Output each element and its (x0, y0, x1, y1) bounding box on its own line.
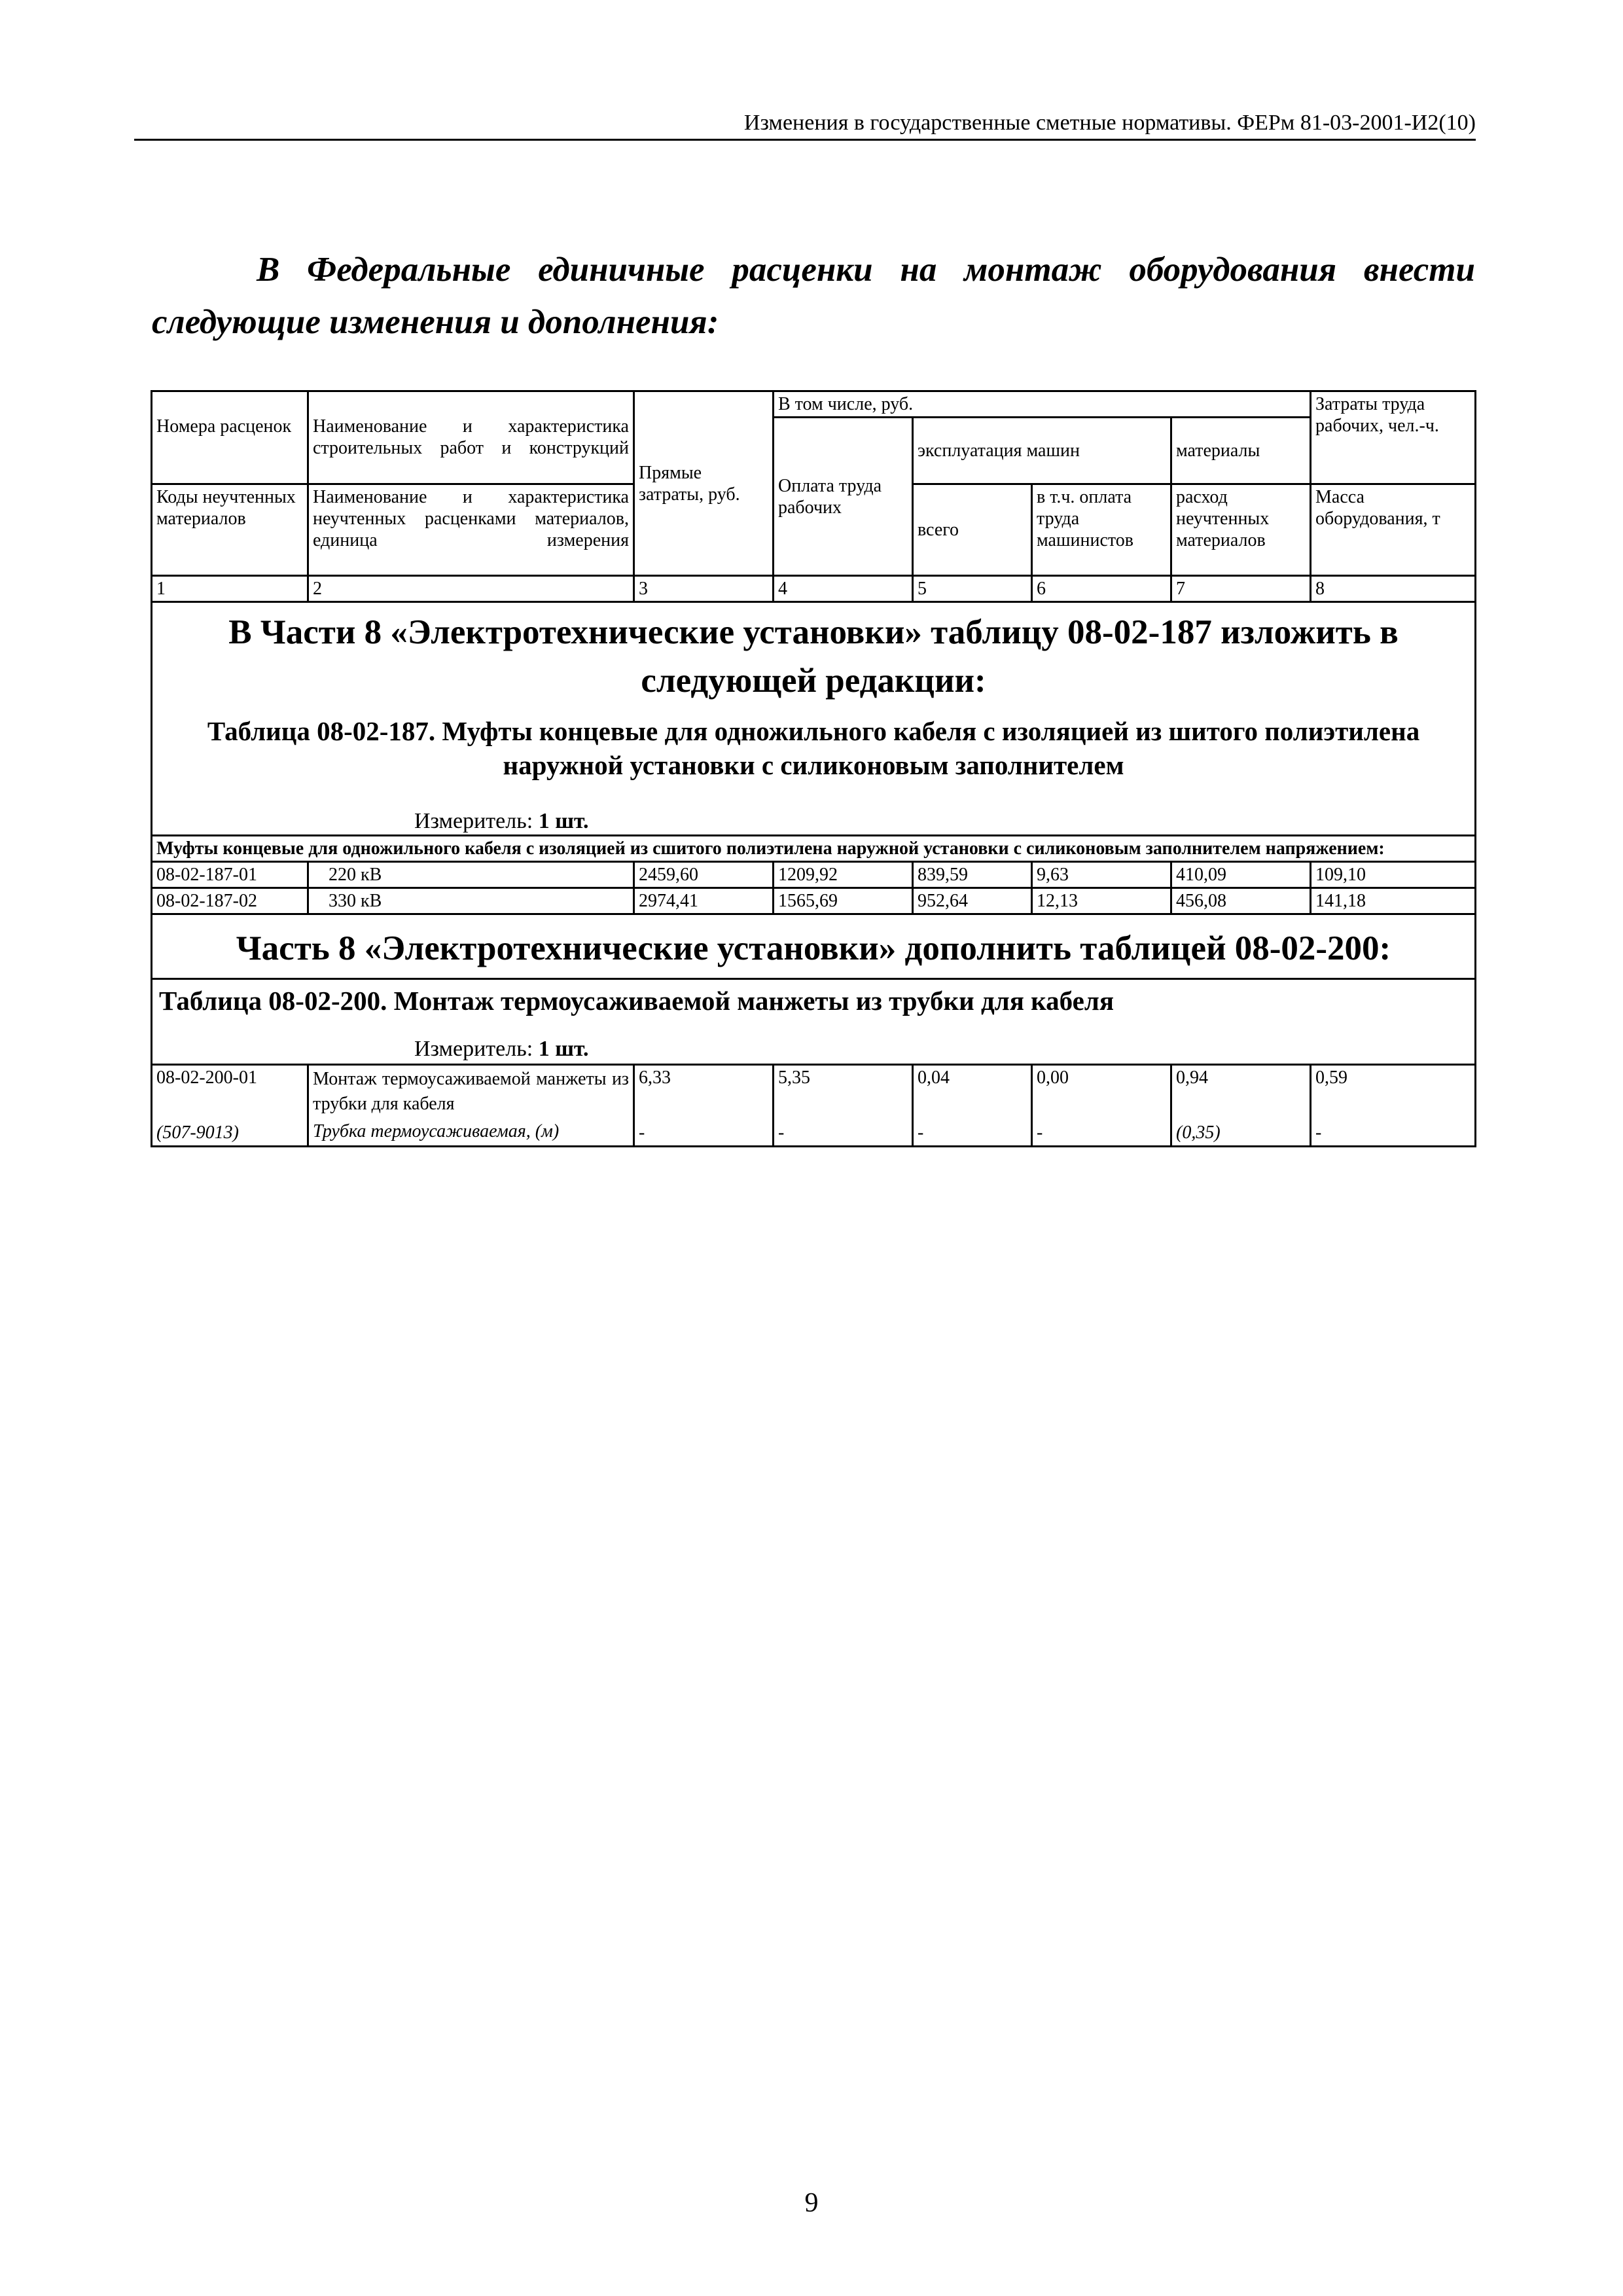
rate-name: 330 кВ (308, 888, 634, 914)
col-num: 4 (774, 576, 913, 602)
header-materials-bottom: расход неучтенных материалов (1171, 484, 1311, 576)
labor-costs: 0,59 (1311, 1065, 1476, 1119)
running-header (134, 109, 1476, 141)
direct-costs: 6,33 (634, 1065, 774, 1119)
rate-code: 08-02-200-01 (152, 1065, 308, 1119)
header-material-name: Наименование и характеристика неучтенных расценками материалов, единица измерения (308, 484, 634, 576)
machines-total: 0,04 (913, 1065, 1032, 1119)
material-labor: - (1311, 1118, 1476, 1147)
material-labor-pay: - (774, 1118, 913, 1147)
col-num: 2 (308, 576, 634, 602)
table-row (152, 888, 1476, 914)
section1-table-title: Таблица 08-02-187. Муфты концевые для одножильного кабеля с изоляцией из шитого полиэтилена наружной установки с силиконовым заполнителем (207, 716, 1420, 780)
machines-incl: 0,00 (1032, 1065, 1171, 1119)
direct-costs: 2459,60 (634, 862, 774, 888)
rate-name: Монтаж термоусаживаемой манжеты из трубки для кабеля (308, 1065, 634, 1119)
page-number: 9 (804, 2188, 819, 2218)
rates-table (151, 390, 1476, 1147)
col-num: 5 (913, 576, 1032, 602)
measure-value: 1 шт. (538, 1037, 589, 1061)
col-num: 3 (634, 576, 774, 602)
header-codes (152, 391, 308, 484)
header-work-name: Наименование и характеристика строительных работ и конструкций (313, 416, 629, 458)
labor-pay: 5,35 (774, 1065, 913, 1119)
table-row (152, 1065, 1476, 1119)
rate-code: 08-02-187-02 (152, 888, 308, 914)
machines-incl: 12,13 (1032, 888, 1171, 914)
material-consumption: (0,35) (1171, 1118, 1311, 1147)
material-name: Трубка термоусаживаемая, (м) (308, 1118, 634, 1147)
header-group: В том числе, руб. (774, 391, 1311, 418)
labor-pay: 1209,92 (774, 862, 913, 888)
section2-measure (159, 1036, 1468, 1062)
material-machines-total: - (913, 1118, 1032, 1147)
materials: 456,08 (1171, 888, 1311, 914)
header-rate-numbers: Номера расценок (156, 416, 292, 437)
header-name (308, 391, 634, 484)
running-title: Изменения в государственные сметные нормативы. ФЕРм 81-03-2001-И2(10) (743, 111, 1476, 135)
section1-title: В Части 8 «Электротехнические установки» таблицу 08-02-187 изложить в следующей редакции: (228, 613, 1399, 700)
header-machines-total: всего (913, 484, 1032, 576)
section2-table-title: Таблица 08-02-200. Монтаж термоусаживаемой манжеты из трубки для кабеля (159, 986, 1115, 1016)
header-machines-incl: в т.ч. оплата труда машинистов (1032, 484, 1171, 576)
labor-costs: 141,18 (1311, 888, 1476, 914)
header-material-codes: Коды неучтенных материалов (152, 484, 308, 576)
section1-measure (159, 808, 1468, 834)
material-row (152, 1118, 1476, 1147)
direct-costs: 2974,41 (634, 888, 774, 914)
material-direct: - (634, 1118, 774, 1147)
materials: 0,94 (1171, 1065, 1311, 1119)
col-num: 1 (152, 576, 308, 602)
measure-value: 1 шт. (538, 809, 589, 833)
header-labor-pay: Оплата труда рабочих (774, 418, 913, 576)
section1-block (152, 602, 1476, 836)
header-materials: материалы (1171, 418, 1311, 484)
materials: 410,09 (1171, 862, 1311, 888)
material-code: (507-9013) (152, 1118, 308, 1147)
intro-text: В Федеральные единичные расценки на монтаж оборудования внести следующие изменения и дополнения: (152, 251, 1475, 341)
labor-pay: 1565,69 (774, 888, 913, 914)
measure-label: Измеритель: (414, 809, 533, 833)
labor-costs: 109,10 (1311, 862, 1476, 888)
table-row (152, 862, 1476, 888)
header-direct-costs: Прямые затраты, руб. (634, 391, 774, 576)
header-machines: эксплуатация машин (913, 418, 1171, 484)
column-numbers-row (152, 576, 1476, 602)
rate-name: 220 кВ (308, 862, 634, 888)
rate-code: 08-02-187-01 (152, 862, 308, 888)
col-num: 8 (1311, 576, 1476, 602)
machines-incl: 9,63 (1032, 862, 1171, 888)
col-num: 6 (1032, 576, 1171, 602)
section1-description: Муфты концевые для одножильного кабеля с изоляцией из сшитого полиэтилена наружной установки с силиконовым заполнителем напряжением: (152, 836, 1476, 862)
machines-total: 952,64 (913, 888, 1032, 914)
header-labor: Затраты труда рабочих, чел.-ч. (1311, 391, 1476, 484)
header-mass: Масса оборудования, т (1311, 484, 1476, 576)
machines-total: 839,59 (913, 862, 1032, 888)
section2-title: Часть 8 «Электротехнические установки» дополнить таблицей 08-02-200: (236, 929, 1391, 967)
measure-label: Измеритель: (414, 1037, 533, 1061)
material-machines-incl: - (1032, 1118, 1171, 1147)
col-num: 7 (1171, 576, 1311, 602)
